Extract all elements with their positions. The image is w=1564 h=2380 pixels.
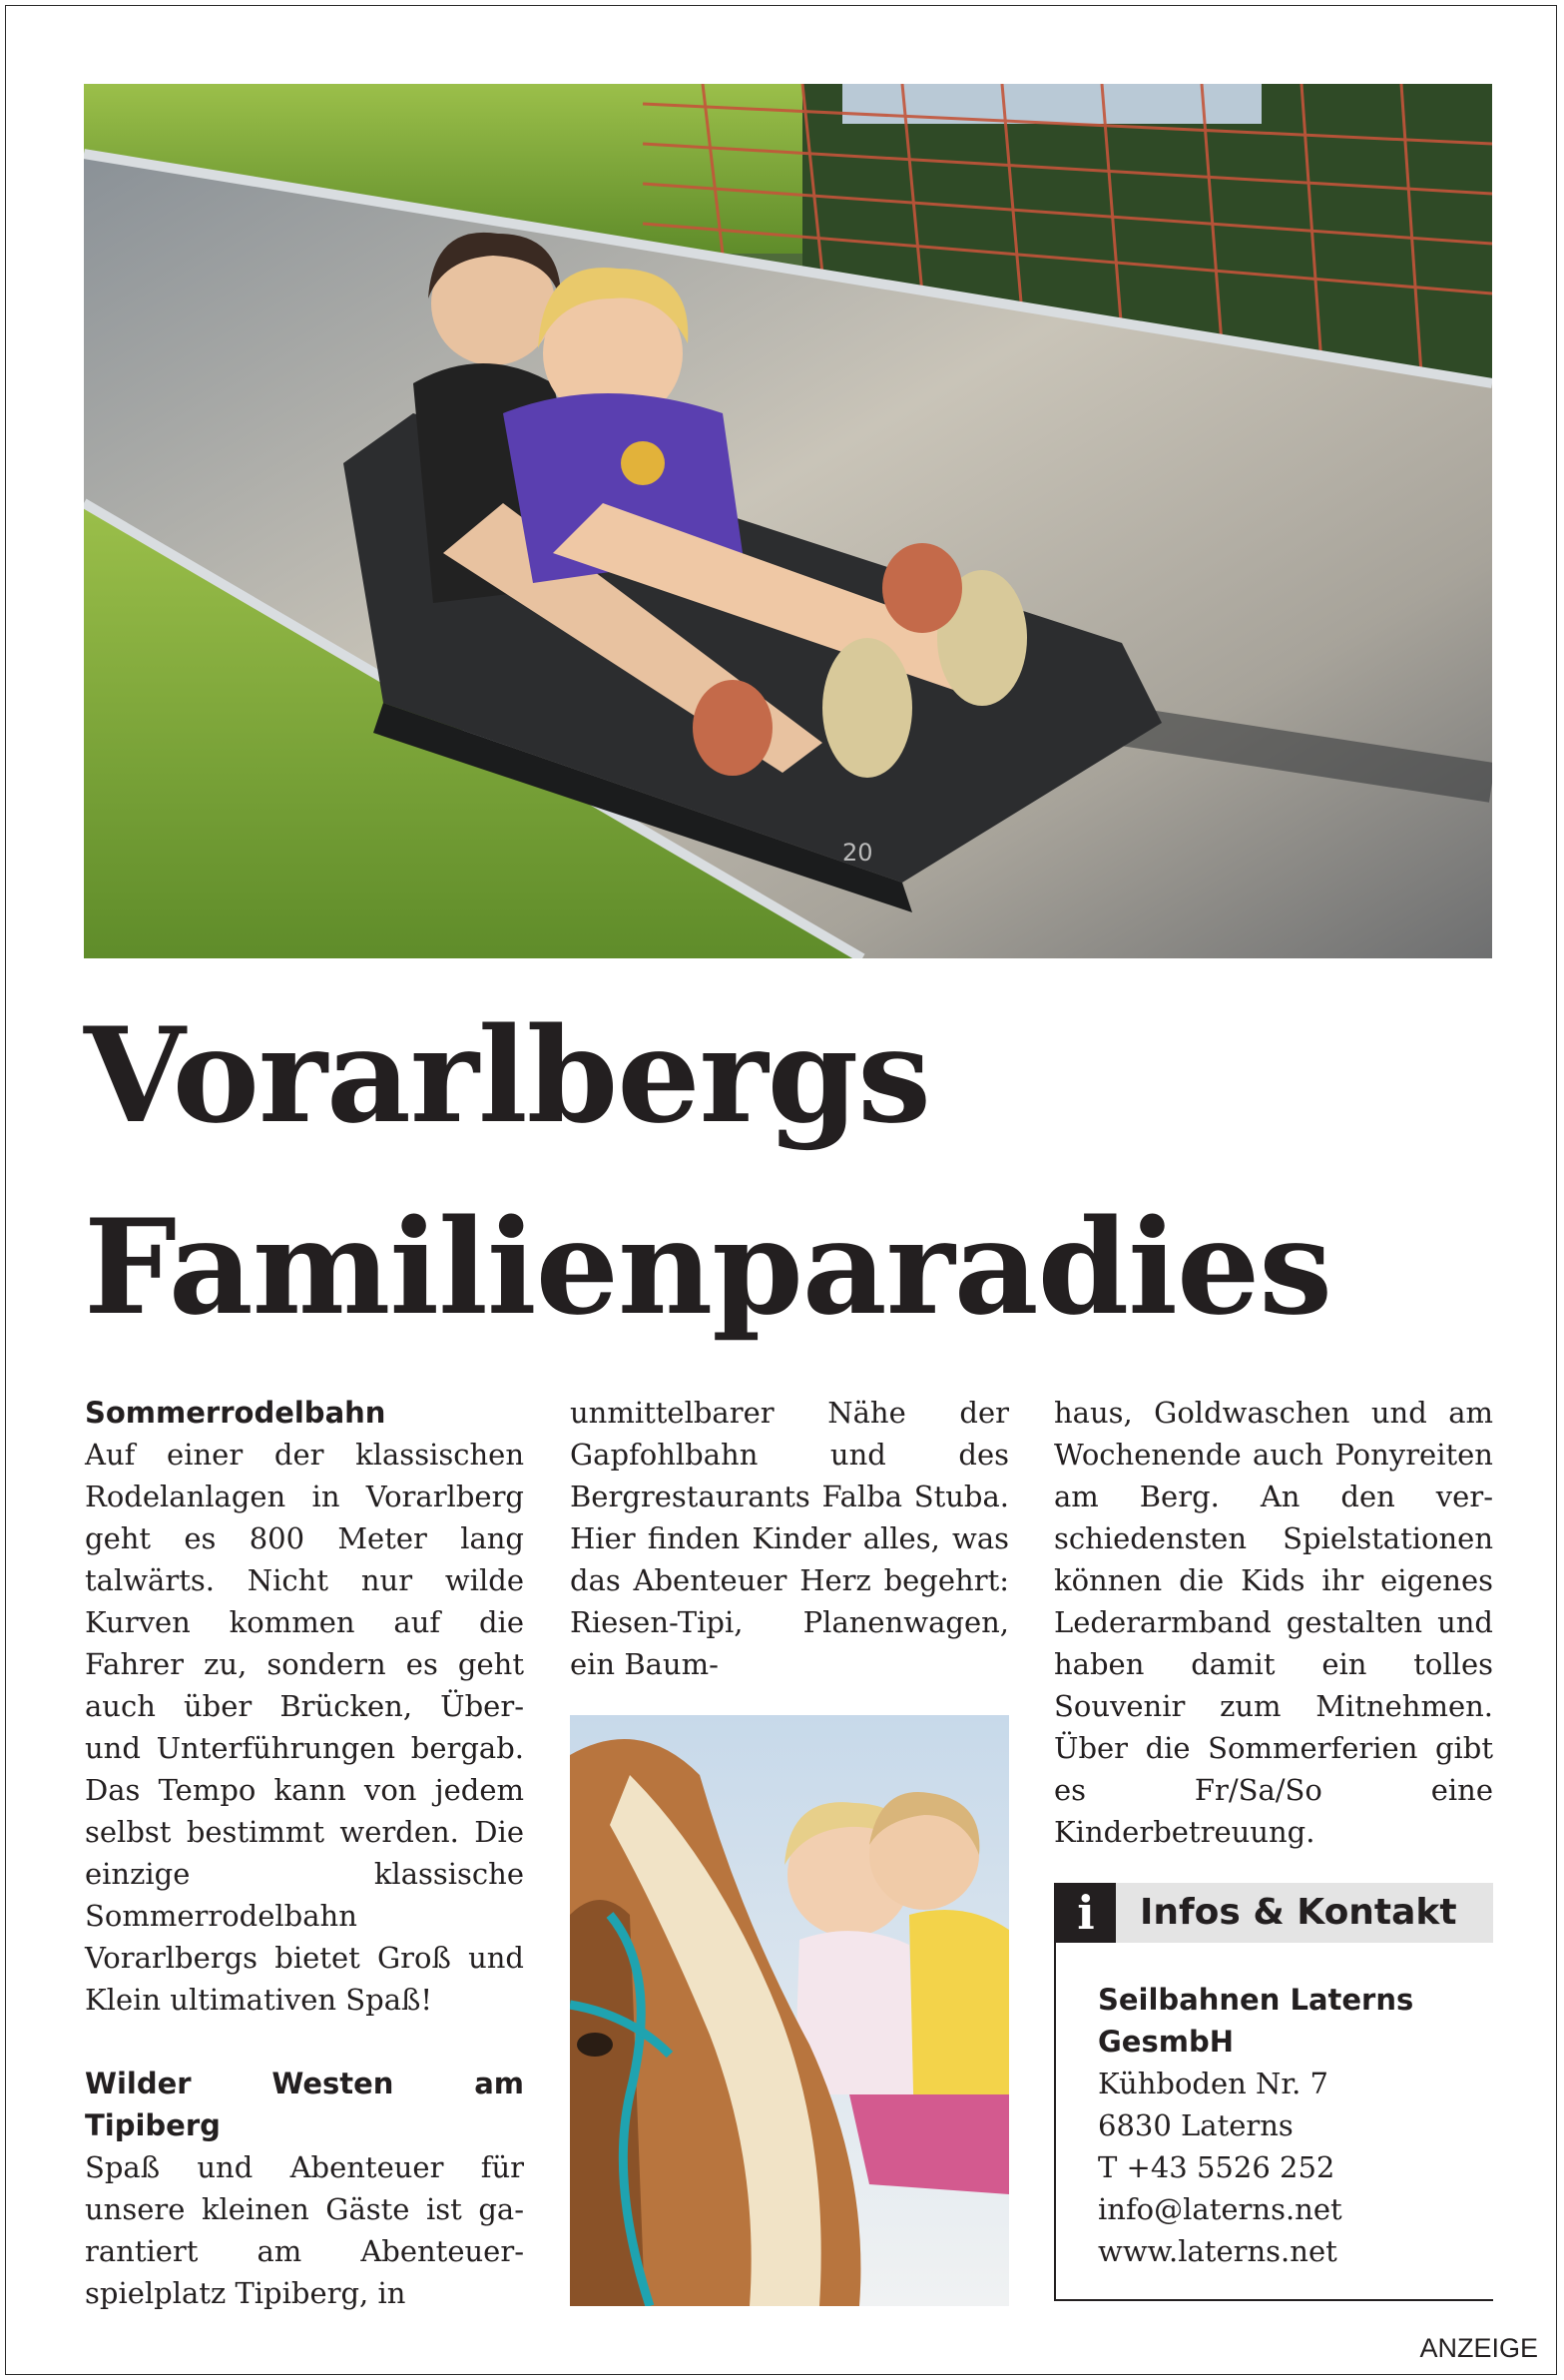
company-name-line-2: GesmbH [1098,2025,1234,2059]
postal-city: 6830 Laterns [1098,2108,1294,2142]
paragraph-spacer [85,2021,524,2063]
paragraph-sommerrodelbahn: Auf einer der klassischen Rodelanlagen in Vorarlberg geht es 800 Meter lang talwärts. Nicht nur wilde Kurven kommen auf die Fahrer zu, sondern es geht auch über Brücken, Über- und Unterführungen bergab. Das Tempo kann von jedem selbst bestimmt werden. Die einzige klassische Sommerrodelbahn Vorarlbergs bietet Groß und Klein ultimativen Spaß! [85,1438,524,2017]
headline-line-1: Vorarlbergs [84,998,930,1152]
pony-ride-photo-illustration [570,1715,1009,2306]
paragraph-continued: unmittelbarer Nähe der Gapfohlbahn und des Bergrestaurants Falba Stuba. Hier finden Kinder alles, was das Abenteuer Herz begehrt: Riesen-Tipi, Planenwagen, ein Baum- [570,1396,1009,1681]
website-address[interactable]: www.laterns.net [1098,2234,1337,2268]
article-column-3 [1054,1392,1493,1871]
street-address: Kühboden Nr. 7 [1098,2067,1328,2100]
article-column-2 [570,1392,1009,1691]
contact-info-header [1056,1883,1493,1943]
contact-info-box [1054,1883,1493,2301]
pony-ride-photo [570,1715,1009,2306]
contact-info-title: Infos & Kontakt [1140,1892,1457,1933]
advertisement-label: ANZEIGE [1419,2333,1538,2363]
headline [84,979,1501,1363]
section-heading-tipiberg: Wilder Westen am Tipiberg [85,2067,524,2142]
section-heading-sommerrodelbahn: Sommerrodelbahn [85,1396,386,1430]
advertisement-page [5,5,1557,2375]
paragraph-ponyreiten: haus, Goldwaschen und am Wochenende auch Ponyreiten am Berg. An den verschiedensten Spielstationen können die Kids ihr eigenes Lederarmband gestalten und haben damit ein tolles Souvenir zum Mitnehmen. Über die Sommerferien gibt es Fr/Sa/So eine Kinderbetreuung. [1054,1396,1493,1849]
article-column-1 [85,1392,524,2310]
headline-line-2: Familienparadies [84,1190,1332,1344]
info-icon: i [1056,1883,1116,1943]
contact-details [1098,1979,1487,2272]
toboggan-photo [84,84,1492,958]
paragraph-tipiberg: Spaß und Abenteuer für unsere kleinen Gäste ist garantiert am Abenteuerspielplatz Tipiberg, in [85,2150,524,2310]
toboggan-photo-illustration [84,84,1492,958]
email-address[interactable]: info@laterns.net [1098,2192,1342,2226]
company-name-line-1: Seilbahnen Laterns [1098,1983,1414,2017]
phone-number: T +43 5526 252 [1098,2150,1335,2184]
sled-number-text: 20 [842,839,873,867]
